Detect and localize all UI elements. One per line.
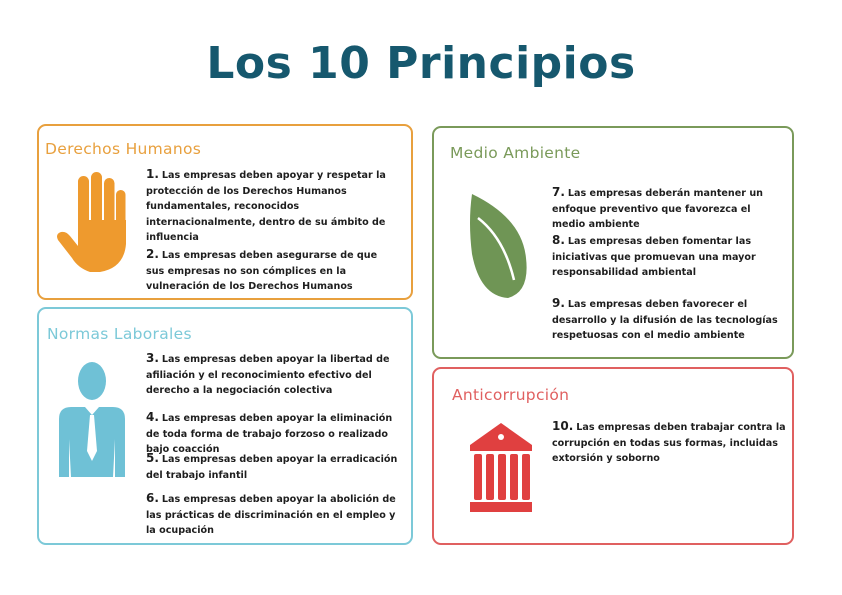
- card-title-medio-ambiente: Medio Ambiente: [450, 144, 581, 162]
- principle-item: 6. Las empresas deben apoyar la abolición de las prácticas de discriminación en el empleo y la ocupación: [146, 491, 396, 536]
- principle-item: 1. Las empresas deben apoyar y respetar la protección de los Derechos Humanos fundamentales, reconocidos internacionalmente, dentro de su ámbito de influencia: [146, 167, 386, 243]
- principle-item: 4. Las empresas deben apoyar la eliminación de toda forma de trabajo forzoso o realizado bajo coacción: [146, 410, 393, 455]
- page-title: Los 10 Principios: [206, 38, 636, 89]
- principle-item: 7. Las empresas deberán mantener un enfoque preventivo que favorezca el medio ambiente: [552, 185, 763, 230]
- card-medio-ambiente: [432, 126, 794, 359]
- principle-item: 9. Las empresas deben favorecer el desarrollo y la difusión de las tecnologías respetuosas con el medio ambiente: [552, 296, 778, 341]
- card-derechos-humanos: [37, 124, 413, 300]
- principle-item: 3. Las empresas deben apoyar la libertad de afiliación y el reconocimiento efectivo del derecho a la negociación colectiva: [146, 351, 390, 396]
- principle-item: 8. Las empresas deben fomentar las iniciativas que promuevan una mayor responsabilidad ambiental: [552, 233, 756, 278]
- card-title-anticorrupcion: Anticorrupción: [452, 386, 570, 404]
- leaf-icon: [464, 192, 534, 300]
- card-anticorrupcion: [432, 367, 794, 545]
- card-normas-laborales: [37, 307, 413, 545]
- principle-item: 5. Las empresas deben apoyar la erradicación del trabajo infantil: [146, 451, 398, 481]
- card-title-normas-laborales: Normas Laborales: [47, 325, 192, 343]
- institution-icon: [468, 423, 534, 515]
- principle-item: 10. Las empresas deben trabajar contra la corrupción en todas sus formas, incluidas extorsión y soborno: [552, 419, 786, 464]
- hand-icon: [56, 170, 132, 278]
- principle-item: 2. Las empresas deben asegurarse de que sus empresas no son cómplices en la vulneración de los Derechos Humanos: [146, 247, 378, 292]
- worker-icon: [55, 361, 129, 479]
- card-title-derechos-humanos: Derechos Humanos: [45, 140, 202, 158]
